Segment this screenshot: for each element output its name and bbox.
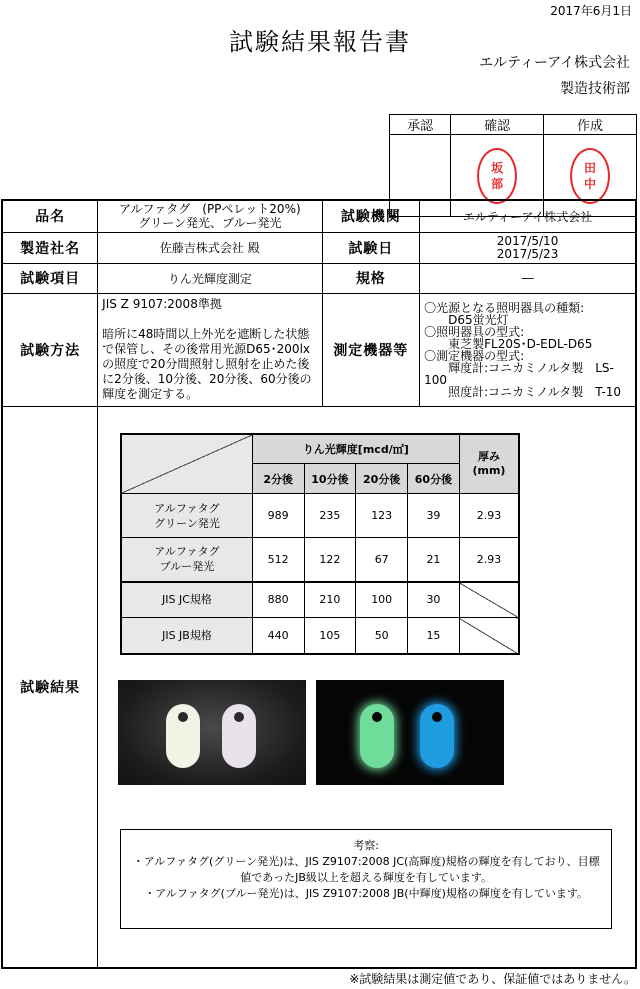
page-title: 試験結果報告書 xyxy=(229,28,411,56)
table-cell: 210 xyxy=(304,582,356,618)
test-item-label: 試験項目 xyxy=(2,263,98,293)
table-cell: 989 xyxy=(252,494,304,538)
photo-tags-glowing xyxy=(316,680,504,785)
table-cell: 440 xyxy=(252,618,304,654)
time-header: 10分後 xyxy=(304,464,356,494)
luminance-group-header: りん光輝度[mcd/㎡] xyxy=(252,434,459,464)
table-cell: 39 xyxy=(408,494,460,538)
discussion-line: ・アルファタグ(グリーン発光)は、JIS Z9107:2008 JC(高輝度)規格の輝度を有しており、目標値であったJB級以上を超える輝度を有しています。 xyxy=(132,854,600,884)
maker-value: 佐藤吉株式会社 殿 xyxy=(98,232,322,263)
empty-diagonal-cell xyxy=(459,618,519,654)
table-cell: 235 xyxy=(304,494,356,538)
test-item-value: りん光輝度測定 xyxy=(98,263,322,293)
seal-stamp-confirm xyxy=(477,148,517,204)
discussion-box xyxy=(120,829,612,929)
tag-hole xyxy=(372,712,382,722)
table-cell: 105 xyxy=(304,618,356,654)
equipment-value: 〇光源となる照明器具の種類: D65蛍光灯 〇照明器具の型式: 東芝製FL20S･D-EDL-D65 〇測定機器の型式: 輝度計:コニカミノルタ製 LS-100 照度計:コニカミノルタ製 T-10 xyxy=(420,293,636,406)
table-cell: 50 xyxy=(356,618,408,654)
blue-tag-glow xyxy=(420,704,454,768)
photo-tags-lit xyxy=(118,680,306,785)
thickness-header: 厚み (mm) xyxy=(459,434,519,494)
table-cell: 2.93 xyxy=(459,538,519,582)
equipment-label: 測定機器等 xyxy=(322,293,420,406)
seal-char: 中 xyxy=(584,176,597,191)
product-value: アルファタグ (PPペレット20%) グリーン発光、ブルー発光 xyxy=(98,200,322,232)
report-date: 2017年6月1日 xyxy=(550,4,632,18)
row-header-blue: アルファタグ ブルー発光 xyxy=(121,538,252,582)
table-cell: 122 xyxy=(304,538,356,582)
row-header-jis-jb: JIS JB規格 xyxy=(121,618,252,654)
results-area xyxy=(98,406,636,968)
table-cell: 30 xyxy=(408,582,460,618)
standard-label: 規格 xyxy=(322,263,420,293)
green-tag-lit xyxy=(166,704,200,768)
test-date-label: 試験日 xyxy=(322,232,420,263)
approval-header-create: 作成 xyxy=(544,115,637,135)
test-date-value: 2017/5/10 2017/5/23 xyxy=(420,232,636,263)
tag-hole xyxy=(432,712,442,722)
table-cell: 123 xyxy=(356,494,408,538)
tag-hole xyxy=(178,712,188,722)
table-cell: 15 xyxy=(408,618,460,654)
seal-char: 坂 xyxy=(491,160,504,175)
test-org-label: 試験機関 xyxy=(322,200,420,232)
row-header-jis-jc: JIS JC規格 xyxy=(121,582,252,618)
approval-header-confirm: 確認 xyxy=(451,115,544,135)
method-value: JIS Z 9107:2008準拠 暗所に48時間以上外光を遮断した状態で保管し、その後常用光源D65･200lxの照度で20分間照射し照射を止めた後に2分後、10分後、20分後、60分後の輝度を測定する。 xyxy=(98,293,322,406)
table-cell: 2.93 xyxy=(459,494,519,538)
luminance-table xyxy=(120,433,520,655)
row-header-green: アルファタグ グリーン発光 xyxy=(121,494,252,538)
footnote: ※試験結果は測定値であり、保証値ではありません。 xyxy=(349,972,636,986)
method-label: 試験方法 xyxy=(2,293,98,406)
time-header: 60分後 xyxy=(408,464,460,494)
standard-value: ― xyxy=(420,263,636,293)
approval-header-approve: 承認 xyxy=(390,115,451,135)
discussion-heading: 考察: xyxy=(353,838,380,852)
test-org-value: エルティーアイ株式会社 xyxy=(420,200,636,232)
blue-tag-lit xyxy=(222,704,256,768)
time-header: 2分後 xyxy=(252,464,304,494)
seal-char: 部 xyxy=(491,176,504,191)
time-header: 20分後 xyxy=(356,464,408,494)
report-table xyxy=(1,199,637,969)
company-name: エルティーアイ株式会社 xyxy=(479,55,630,71)
table-corner-cell xyxy=(121,434,252,494)
maker-label: 製造社名 xyxy=(2,232,98,263)
seal-char: 田 xyxy=(584,160,597,175)
table-cell: 21 xyxy=(408,538,460,582)
tag-hole xyxy=(234,712,244,722)
results-label: 試験結果 xyxy=(2,406,98,968)
table-cell: 100 xyxy=(356,582,408,618)
seal-stamp-create xyxy=(570,148,610,204)
green-tag-glow xyxy=(360,704,394,768)
table-cell: 67 xyxy=(356,538,408,582)
empty-diagonal-cell xyxy=(459,582,519,618)
table-cell: 512 xyxy=(252,538,304,582)
department-name: 製造技術部 xyxy=(560,81,630,97)
discussion-line: ・アルファタグ(ブルー発光)は、JIS Z9107:2008 JB(中輝度)規格の輝度を有しています。 xyxy=(144,886,588,900)
table-cell: 880 xyxy=(252,582,304,618)
product-label: 品名 xyxy=(2,200,98,232)
